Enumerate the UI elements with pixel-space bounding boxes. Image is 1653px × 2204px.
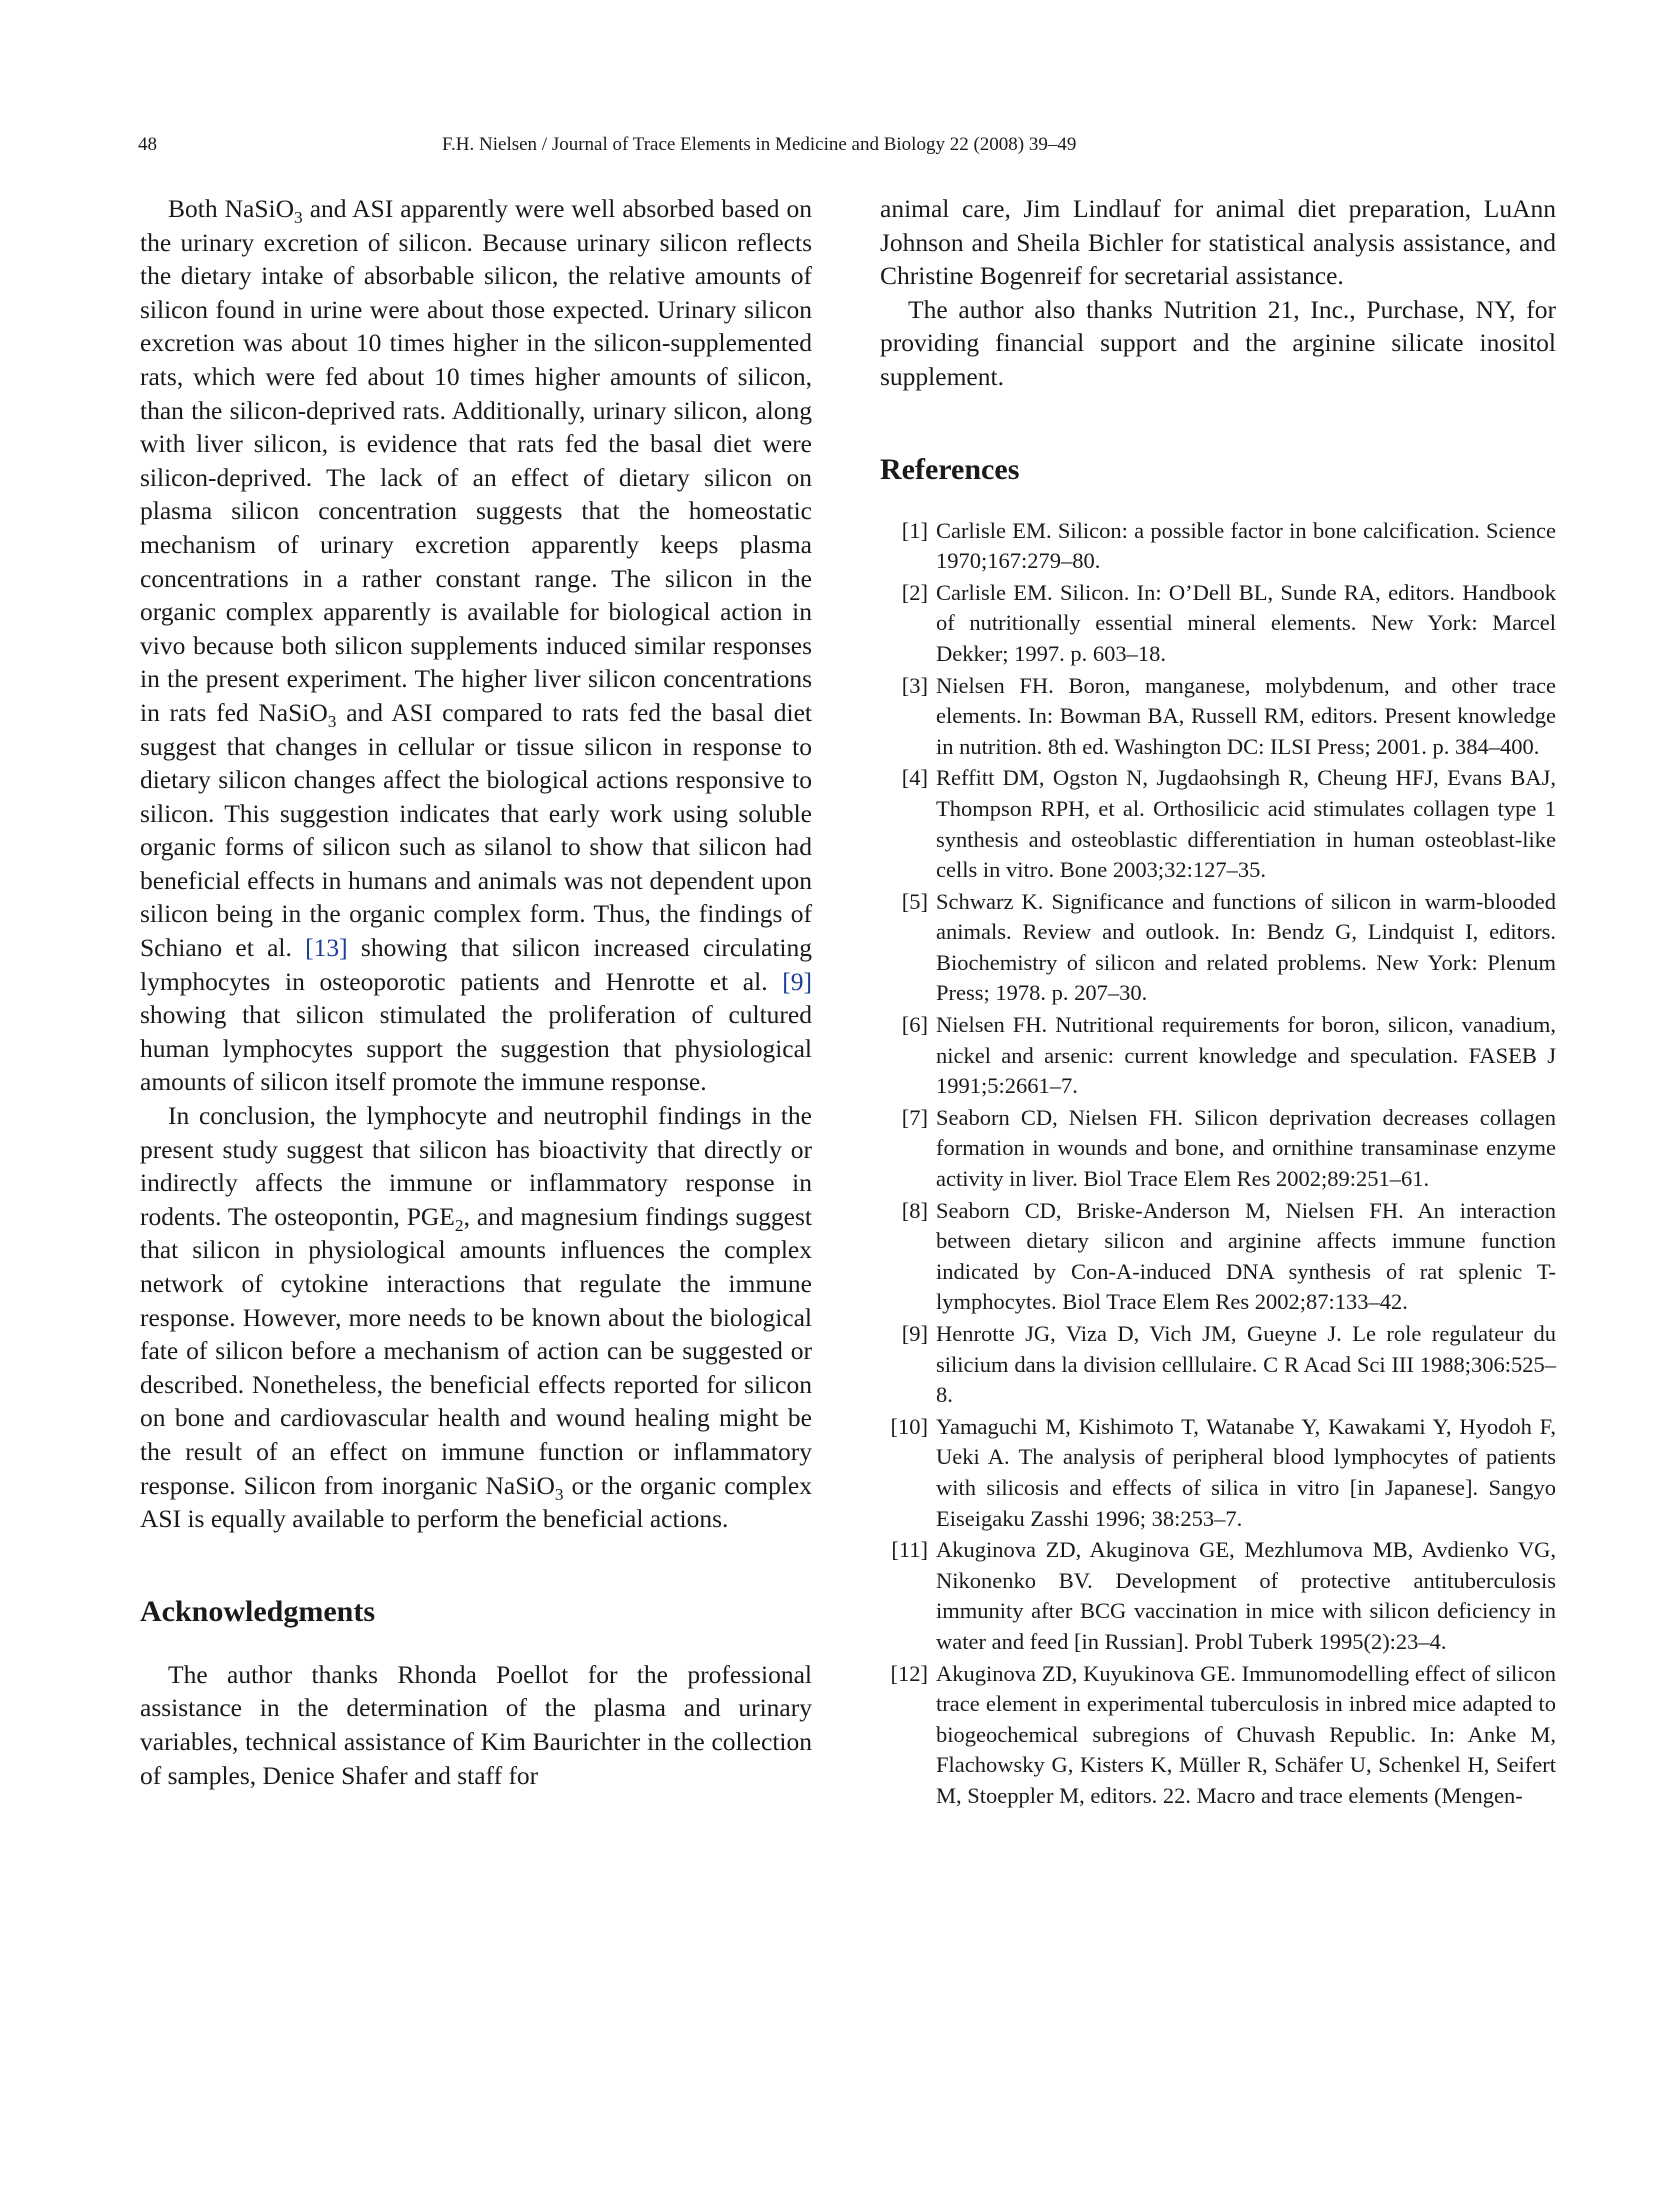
acknowledgments-paragraph-continued: animal care, Jim Lindlauf for animal diet preparation, LuAnn Johnson and Sheila Bichler for statistical analysis assistance, and Christine Bogenreif for secretarial assistance. [880,194,1556,291]
reference-item [880,763,1556,885]
reference-number: [1] [901,517,928,543]
citation-link-9[interactable]: [9] [782,966,812,996]
reference-number: [8] [901,1197,928,1223]
reference-text: Seaborn CD, Nielsen FH. Silicon deprivation decreases collagen formation in wounds and bone, and ornithine transaminase enzyme activity in liver. Biol Trace Elem Res 2002;89:251–61. [936,1104,1556,1192]
reference-text: Yamaguchi M, Kishimoto T, Watanabe Y, Kawakami Y, Hyodoh F, Ueki A. The analysis of peripheral blood lymphocytes of patients with silicosis and effects of silica in vitro [in Japanese]. Sangyo Eiseigaku Zasshi 1996; 38:253–7. [936,1413,1556,1531]
reference-item [880,1412,1556,1534]
reference-number: [4] [901,765,928,791]
body-paragraph-1: Both NaSiO$_3$ and ASI apparently were well absorbed based on the urinary excretion of silicon. Because urinary silicon reflects the dietary intake of absorbable silicon, the relative amounts of silicon found in urine were about those expected. Urinary silicon excretion was about 10 times higher in the silicon-supplemented rats, which were fed about 10 times higher amounts of silicon, than the silicon-deprived rats. Additionally, urinary silicon, along with liver silicon, is evidence that rats fed the basal diet were silicon-deprived. The lack of an effect of dietary silicon on plasma silicon concentration suggests that the homeostatic mechanism of urinary excretion apparently keeps plasma concentrations in a rather constant range. The silicon in the organic complex apparently is available for biological action in vivo because both silicon supplements induced similar responses in the present experiment. The higher liver silicon concentrations in rats fed NaSiO$_3$ and ASI compared to rats fed the basal diet suggest that changes in cellular or tissue silicon in response to dietary silicon changes affect the biological actions responsive to silicon. This suggestion indicates that early work using soluble organic forms of silicon such as silanol to show that silicon had beneficial effects in humans and animals was not dependent upon silicon being in the organic complex form. Thus, the findings of Schiano et al. [13] showing that silicon increased circulating lymphocytes in osteoporotic patients and Henrotte et al. [9] showing that silicon stimulated the proliferation of cultured human lymphocytes support the suggestion that physiological amounts of silicon itself promote the immune response. [140,194,812,1097]
reference-text: Carlisle EM. Silicon: a possible factor in bone calcification. Science 1970;167:279–80. [936,517,1556,574]
citation-link-13[interactable]: [13] [305,933,348,963]
reference-number: [7] [901,1104,928,1130]
reference-item [880,516,1556,577]
reference-text: Seaborn CD, Briske-Anderson M, Nielsen FH. An interaction between dietary silicon and arginine affects immune function indicated by Con-A-induced DNA synthesis of rat splenic T-lymphocytes. Biol Trace Elem Res 2002;87:133–42. [936,1197,1556,1315]
reference-item [880,1103,1556,1195]
reference-item [880,1659,1556,1812]
running-head: F.H. Nielsen / Journal of Trace Elements in Medicine and Biology 22 (2008) 39–49 [442,134,1077,155]
reference-item [880,1010,1556,1102]
reference-item [880,1319,1556,1411]
reference-item [880,887,1556,1009]
reference-item [880,671,1556,763]
reference-text: Henrotte JG, Viza D, Vich JM, Gueyne J. Le role regulateur du silicium dans la division celllulaire. C R Acad Sci III 1988;306:525–8. [936,1321,1556,1408]
reference-text: Schwarz K. Significance and functions of silicon in warm-blooded animals. Review and outlook. In: Bendz G, Lindquist I, editors. Biochemistry of silicon and related problems. New York: Plenum Press; 1978. p. 207–30. [936,888,1556,1006]
reference-number: [11] [891,1537,928,1563]
reference-item [880,1535,1556,1657]
reference-number: [12] [890,1660,928,1686]
reference-text: Akuginova ZD, Akuginova GE, Mezhlumova MB, Avdienko VG, Nikonenko BV. Development of protective antituberculosis immunity after BCG vaccination in mice with silicon deficiency in water and feed [in Russian]. Probl Tuberk 1995(2):23–4. [936,1537,1556,1654]
reference-number: [5] [901,888,928,914]
reference-text: Carlisle EM. Silicon. In: O’Dell BL, Sunde RA, editors. Handbook of nutritionally essential mineral elements. New York: Marcel Dekker; 1997. p. 603–18. [936,579,1556,666]
reference-text: Akuginova ZD, Kuyukinova GE. Immunomodelling effect of silicon trace element in experimental tuberculosis in inbred mice adapted to biogeochemical subregions of Chuvash Republic. In: Anke M, Flachowsky G, Kisters K, Müller R, Schäfer U, Schenkel H, Seifert M, Stoeppler M, editors. 22. Macro and trace elements (Mengen- [936,1660,1556,1808]
reference-item [880,1196,1556,1318]
acknowledgments-heading: Acknowledgments [140,1594,376,1628]
body-paragraph-2: In conclusion, the lymphocyte and neutrophil findings in the present study suggest that silicon has bioactivity that directly or indirectly affects the immune or inflammatory response in rodents. The osteopontin, $PGE_2$, and magnesium findings suggest that silicon in physiological amounts influences the complex network of cytokine interactions that regulate the immune response. However, more needs to be known about the biological fate of silicon before a mechanism of action can be suggested or described. Nonetheless, the beneficial effects reported for silicon on bone and cardiovascular health and wound healing might be the result of an effect on immune function or inflammatory response. Silicon from inorganic NaSiO$_3$ or the organic complex ASI is equally available to perform the beneficial actions. [140,1101,813,1534]
left-column [140,192,812,1792]
acknowledgments-paragraph-2: The author also thanks Nutrition 21, Inc., Purchase, NY, for providing financial support and the arginine silicate inositol supplement. [880,294,1556,391]
reference-number: [6] [901,1012,928,1038]
acknowledgments-paragraph: The author thanks Rhonda Poellot for the professional assistance in the determination of the plasma and urinary variables, technical assistance of Kim Baurichter in the collection of samples, Denice Shafer and staff for [140,1659,812,1790]
reference-item [880,578,1556,670]
reference-text: Nielsen FH. Boron, manganese, molybdenum, and other trace elements. In: Bowman BA, Russell RM, editors. Present knowledge in nutrition. 8th ed. Washington DC: ILSI Press; 2001. p. 384–400. [936,672,1556,759]
reference-number: [9] [901,1321,928,1346]
references-heading: References [880,452,1020,486]
reference-number: [3] [901,672,928,698]
reference-list [880,516,1556,1812]
page-number: 48 [138,134,157,155]
reference-number: [10] [890,1413,928,1439]
right-column [880,192,1556,1813]
reference-text: Nielsen FH. Nutritional requirements for boron, silicon, vanadium, nickel and arsenic: current knowledge and speculation. FASEB J 1991;5:2661–7. [936,1012,1556,1099]
reference-text: Reffitt DM, Ogston N, Jugdaohsingh R, Cheung HFJ, Evans BAJ, Thompson RPH, et al. Orthosilicic acid stimulates collagen type 1 synthesis and osteoblastic differentiation in human osteoblast-like cells in vitro. Bone 2003;32:127–35. [936,765,1556,883]
reference-number: [2] [901,579,928,605]
